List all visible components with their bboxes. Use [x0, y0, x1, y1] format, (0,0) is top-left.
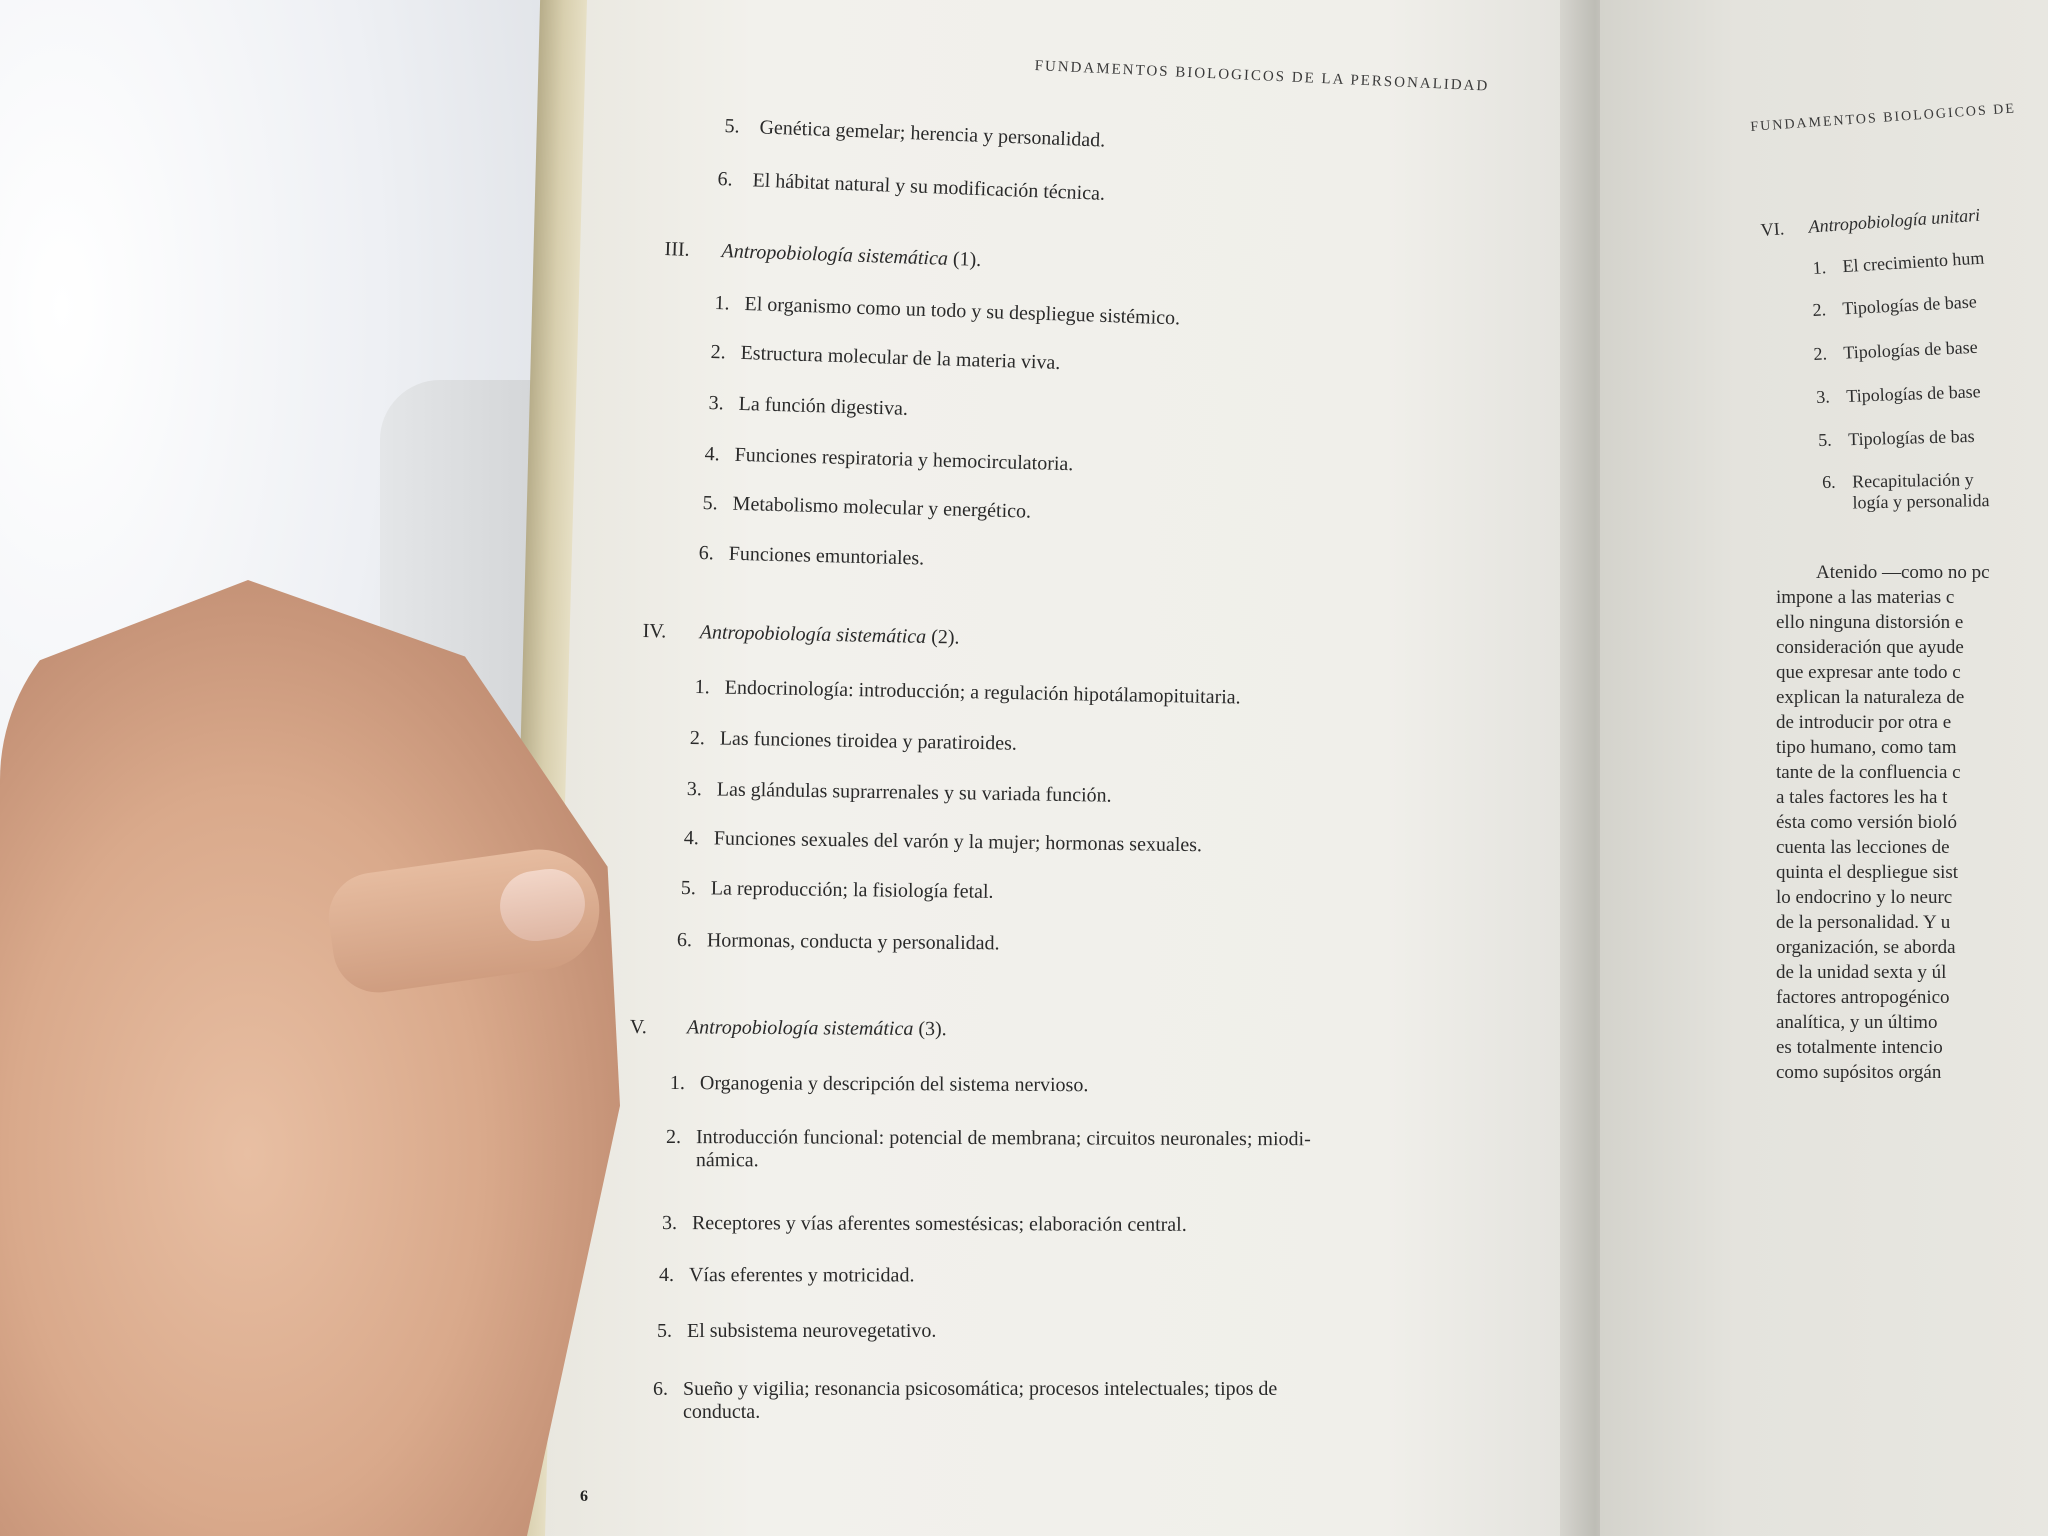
item-number: 4. — [683, 827, 699, 850]
item-number: 6. — [676, 929, 692, 952]
paragraph-line: factores antropogénico — [1776, 987, 1950, 1008]
section-numeral: III. — [664, 238, 690, 261]
item-text: Tipologías de base — [1845, 381, 1981, 406]
left-page — [545, 0, 1595, 1536]
item-number: 6. — [717, 168, 733, 191]
item-number: 5. — [702, 492, 718, 515]
item-number: 2. — [1812, 299, 1827, 320]
item-number: 3. — [1816, 386, 1831, 407]
section-suffix: (2). — [930, 626, 960, 649]
paragraph-line: es totalmente intencio — [1776, 1037, 1943, 1058]
item-number: 4. — [658, 1264, 674, 1287]
item-text: Metabolismo molecular y energético. — [732, 492, 1032, 523]
item-number: 1. — [669, 1072, 685, 1095]
left-running-head: FUNDAMENTOS BIOLOGICOS DE LA PERSONALIDAD — [1034, 58, 1490, 95]
page-number: 6 — [580, 1488, 588, 1505]
section-title: Antropobiología sistemática — [686, 1016, 914, 1040]
paragraph-line: consideración que ayude — [1776, 637, 1964, 658]
list-item — [653, 1378, 1277, 1424]
item-text: Tipologías de base — [1841, 291, 1978, 319]
item-text: Sueño y vigilia; resonancia psicosomática; procesos intelectuales; tipos de — [683, 1378, 1278, 1400]
item-number: 5. — [724, 115, 740, 138]
item-text: Funciones emuntoriales. — [728, 542, 925, 570]
indent-spacer — [1823, 508, 1853, 509]
item-text: Las glándulas suprarrenales y su variada función. — [716, 778, 1112, 807]
item-number: 2. — [689, 727, 705, 750]
section-title: Antropobiología sistemática — [699, 621, 927, 648]
item-text-continued: logía y personalida — [1852, 490, 1990, 513]
section-numeral: IV. — [642, 620, 667, 643]
paragraph-line: quinta el despliegue sist — [1776, 862, 1959, 883]
paragraph-line: a tales factores les ha t — [1776, 787, 1948, 808]
item-text: Recapitulación y — [1851, 469, 1974, 492]
item-text: El organismo como un todo y su despliegue sistémico. — [744, 292, 1181, 330]
item-number: 3. — [686, 778, 702, 801]
item-text: Receptores y vías aferentes somestésicas; elaboración central. — [691, 1212, 1187, 1236]
section-suffix: (1). — [952, 248, 982, 272]
list-item — [677, 929, 1000, 955]
paragraph-line: explican la naturaleza de — [1776, 687, 1965, 708]
item-number: 5. — [657, 1320, 672, 1342]
item-text: Introducción funcional: potencial de membrana; circuitos neuronales; miodi- — [695, 1126, 1311, 1151]
list-item — [670, 1072, 1089, 1097]
paragraph-line: organización, se aborda — [1776, 937, 1956, 958]
paragraph-line: lo endocrino y lo neurc — [1776, 887, 1953, 908]
list-item — [659, 1264, 915, 1287]
section-title: Antropobiología unitari — [1807, 204, 1981, 237]
item-text: Hormonas, conducta y personalidad. — [706, 929, 1000, 955]
paragraph-line: de la unidad sexta y úl — [1776, 962, 1947, 983]
item-text: La reproducción; la fisiología fetal. — [710, 877, 994, 903]
section-numeral: VI. — [1760, 218, 1785, 240]
paragraph-line: de la personalidad. Y u — [1776, 912, 1951, 933]
item-text: Organogenia y descripción del sistema nervioso. — [699, 1072, 1089, 1097]
item-number: 6. — [698, 542, 714, 565]
paragraph-line: Atenido —como no pc — [1816, 562, 1990, 583]
paragraph-line: tante de la confluencia c — [1776, 762, 1961, 783]
item-number: 2. — [710, 341, 726, 364]
section-suffix: (3). — [918, 1018, 947, 1041]
list-item — [1822, 469, 1990, 514]
right-running-head: FUNDAMENTOS BIOLOGICOS DE — [1750, 101, 2017, 135]
paragraph-line: impone a las materias c — [1776, 587, 1955, 608]
item-number: 5. — [1818, 429, 1833, 450]
item-number: 1. — [694, 676, 710, 699]
paragraph-line: tipo humano, como tam — [1776, 737, 1957, 758]
item-number: 4. — [704, 443, 720, 466]
item-text-continued: conducta. — [683, 1401, 761, 1423]
item-number: 1. — [1812, 257, 1827, 278]
item-number: 5. — [680, 877, 696, 900]
item-text: El hábitat natural y su modificación técnica. — [752, 169, 1106, 205]
list-item — [666, 1126, 1311, 1174]
paragraph-line: que expresar ante todo c — [1776, 662, 1961, 683]
paragraph-line: ello ninguna distorsión e — [1776, 612, 1964, 633]
item-number: 2. — [665, 1126, 681, 1149]
list-item — [681, 877, 994, 904]
item-text: Las funciones tiroidea y paratiroides. — [719, 727, 1018, 755]
section-heading-v — [630, 1016, 947, 1041]
item-text: Endocrinología: introducción; a regulación hipotálamopituitaria. — [724, 676, 1241, 709]
paragraph-line: cuenta las lecciones de — [1776, 837, 1950, 858]
list-item — [657, 1320, 936, 1343]
paragraph-line: analítica, y un último — [1776, 1012, 1938, 1033]
item-text: El subsistema neurovegetativo. — [687, 1320, 937, 1342]
paragraph-line: ésta como versión bioló — [1776, 812, 1957, 833]
item-number: 3. — [708, 392, 724, 415]
item-text: Genética gemelar; herencia y personalidad. — [759, 116, 1106, 152]
item-text: Funciones respiratoria y hemocirculatoria. — [734, 443, 1074, 476]
item-text: Vías eferentes y motricidad. — [688, 1264, 915, 1287]
body-paragraph — [1776, 560, 1990, 1085]
item-number: 3. — [661, 1212, 677, 1235]
item-text-continued: námica. — [695, 1149, 759, 1172]
item-text: La función digestiva. — [738, 392, 909, 420]
item-text: Tipologías de bas — [1847, 425, 1975, 450]
section-title: Antropobiología sistemática — [721, 239, 949, 270]
item-text: Estructura molecular de la materia viva. — [740, 341, 1061, 374]
list-item — [1818, 426, 1975, 451]
paragraph-line: de introducir por otra e — [1776, 712, 1952, 733]
item-number: 1. — [714, 292, 730, 315]
section-numeral: V. — [629, 1016, 647, 1039]
item-text: Funciones sexuales del varón y la mujer; hormonas sexuales. — [713, 827, 1203, 857]
item-text: El crecimiento hum — [1841, 247, 1985, 277]
item-text: Tipologías de base — [1842, 336, 1979, 363]
item-number: 6. — [1822, 471, 1836, 492]
paragraph-line: como supósitos orgán — [1776, 1062, 1942, 1083]
item-number: 2. — [1813, 343, 1828, 364]
item-number: 6. — [653, 1378, 668, 1400]
list-item — [662, 1212, 1187, 1237]
